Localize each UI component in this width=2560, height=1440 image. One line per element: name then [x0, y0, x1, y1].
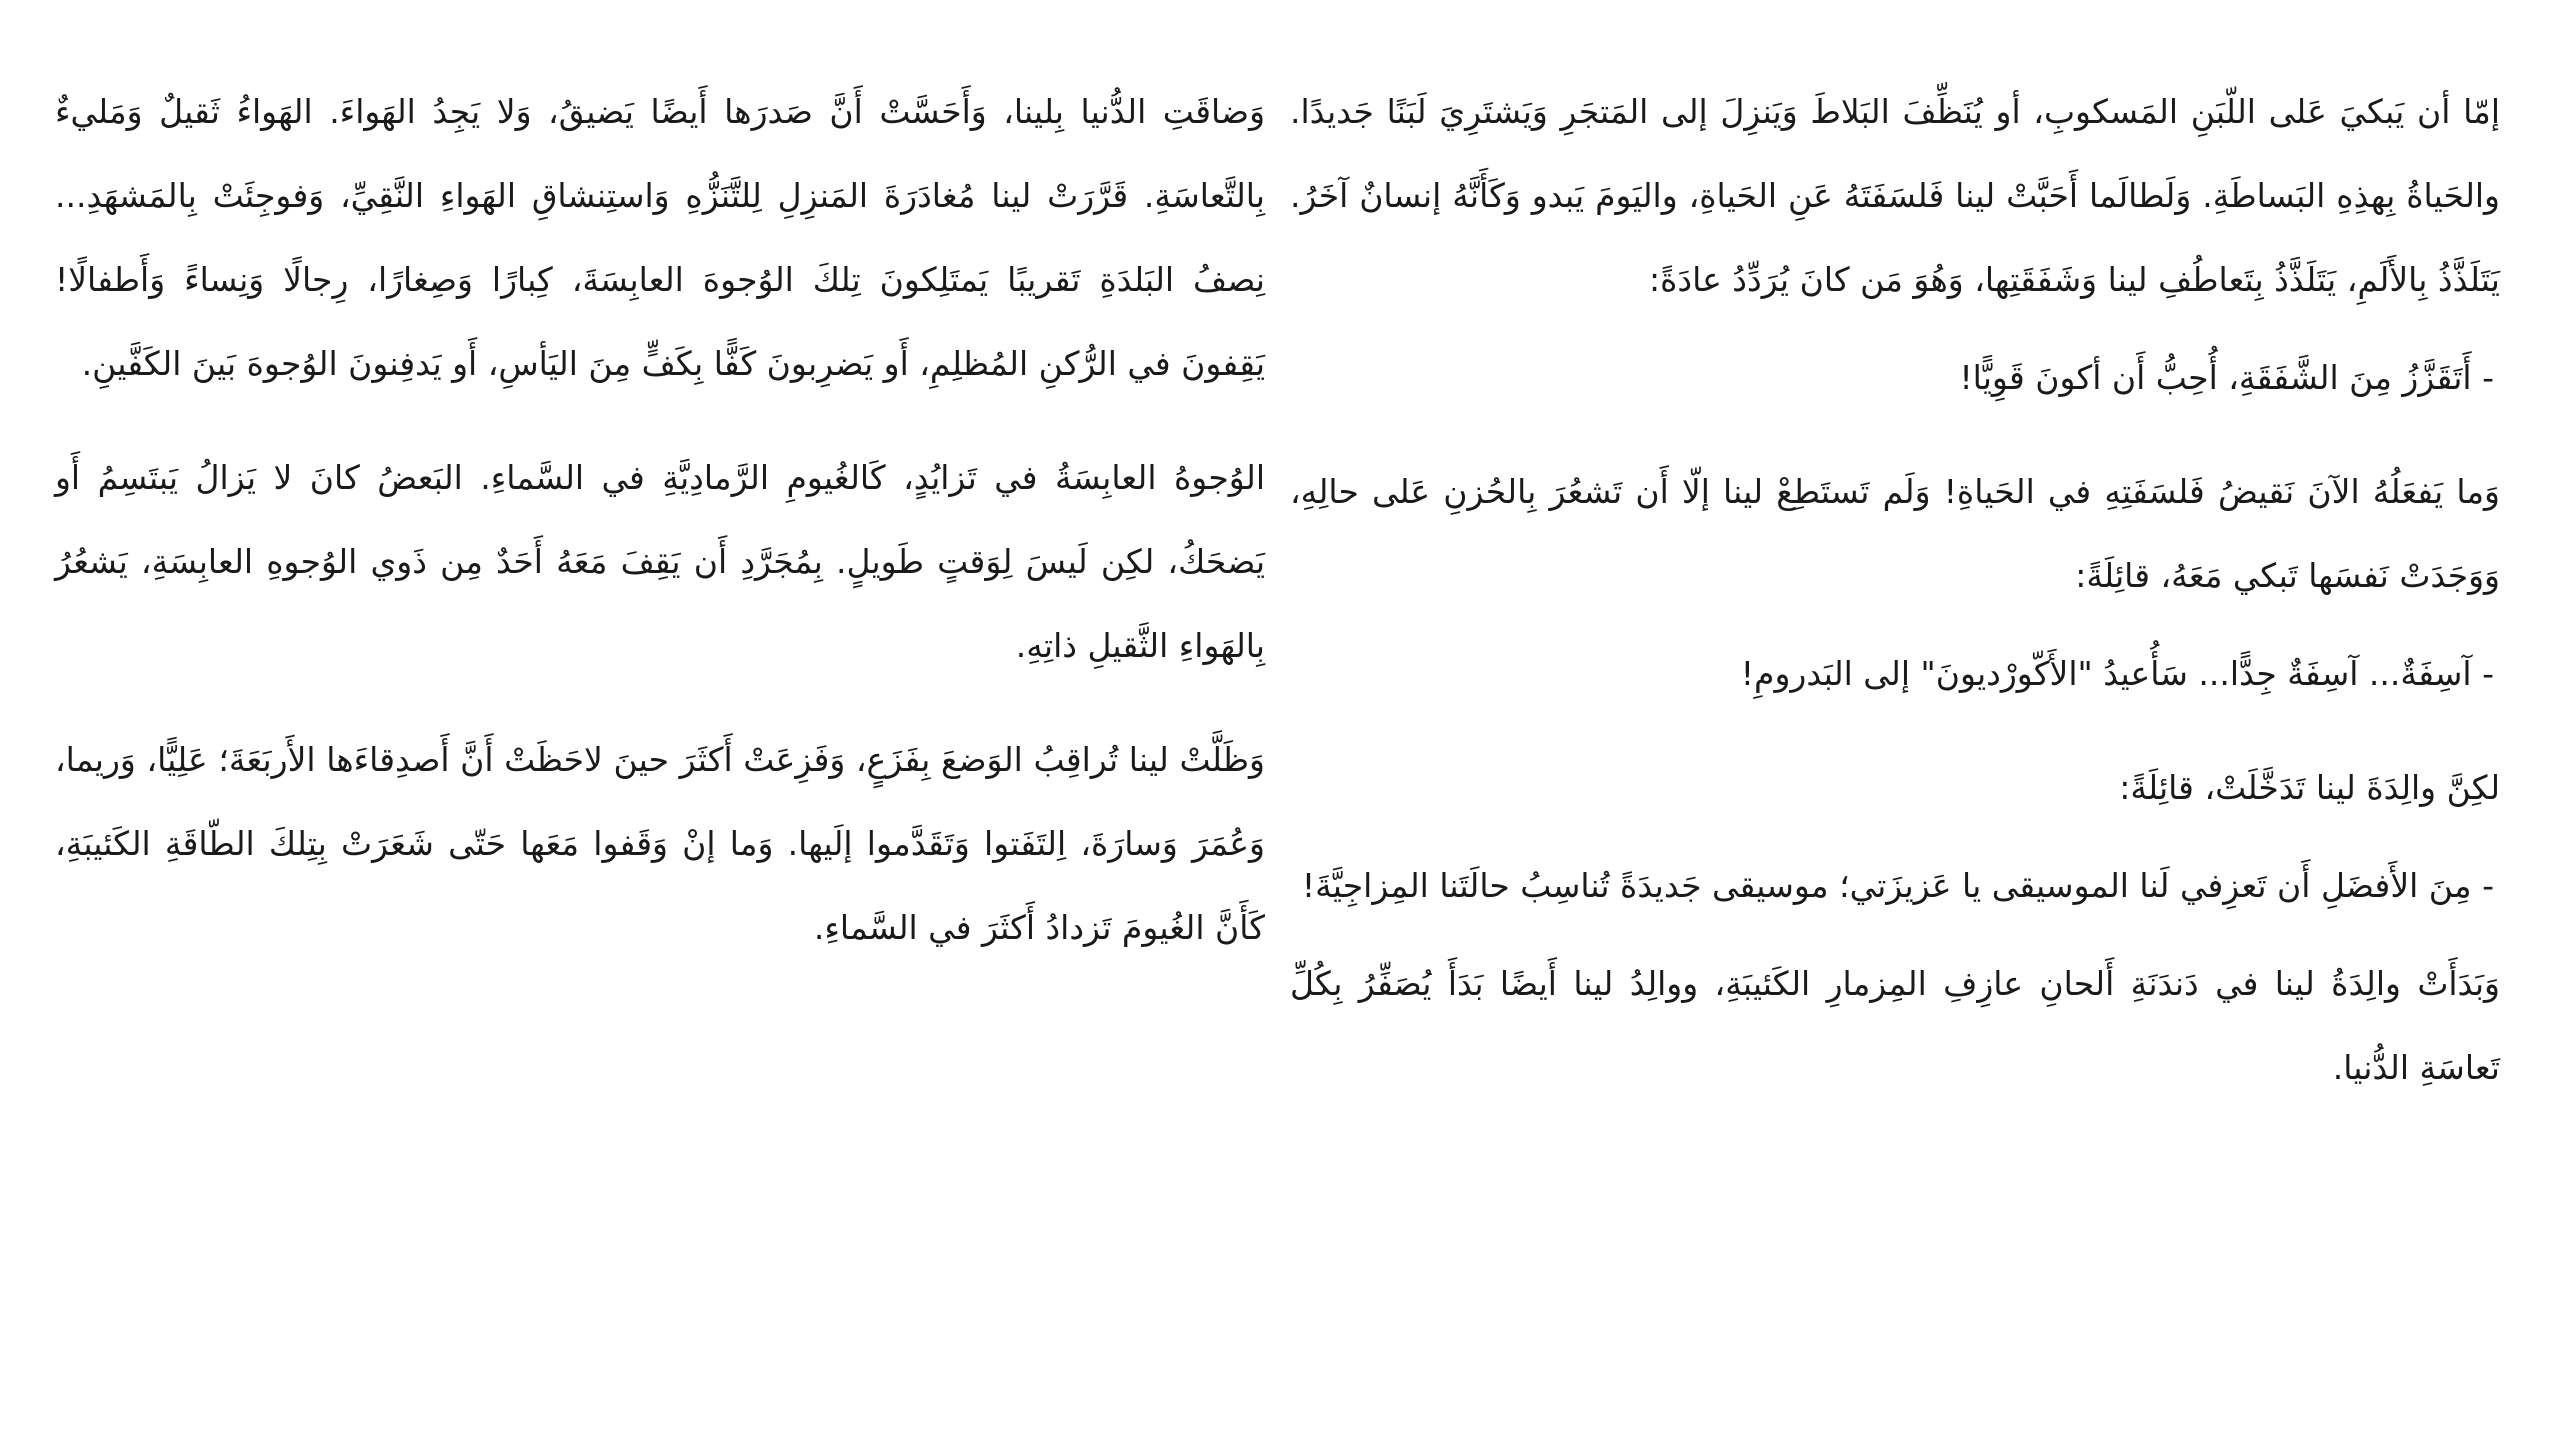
- paragraph: وَضاقَتِ الدُّنيا بِلينا، وَأَحَسَّتْ أَنَّ صَدرَها أَيضًا يَضيقُ، وَلا يَجِدُ الهَواءَ. الهَواءُ ثَقيلٌ وَمَليءٌ بِالتَّعاسَةِ. قَرَّرَتْ لينا مُغادَرَةَ المَنزِلِ لِلتَّنَزُّهِ وَاستِنشاقِ الهَواءِ النَّقِيِّ، وَفوجِئَتْ بِالمَشهَدِ... نِصفُ البَلدَةِ تَقريبًا يَمتَلِكونَ تِلكَ الوُجوهَ العابِسَةَ، كِبارًا وَصِغارًا، رِجالًا وَنِساءً وَأَطفالًا! يَقِفونَ في الرُّكنِ المُظلِمِ، أَو يَضرِبونَ كَفًّا بِكَفٍّ مِنَ اليَأسِ، أَو يَدفِنونَ الوُجوهَ بَينَ الكَفَّينِ.: [55, 92, 1265, 383]
- dialogue-line: - مِنَ الأَفضَلِ أَن تَعزِفي لَنا الموسيقى يا عَزيزَتي؛ موسيقى جَديدَةً تُناسِبُ حالَتَنا المِزاجِيَّةَ!: [1301, 866, 2494, 905]
- dialogue-line: - آسِفَةٌ... آسِفَةٌ جِدًّا... سَأُعيدُ "الأَكّورْديونَ" إلى البَدرومِ!: [1740, 654, 2494, 693]
- right-column: [1290, 70, 2500, 1440]
- paragraph: الوُجوهُ العابِسَةُ في تَزايُدٍ، كَالغُيومِ الرَّمادِيَّةِ في السَّماءِ. البَعضُ كانَ لا يَزالُ يَبتَسِمُ أَو يَضحَكُ، لكِن لَيسَ لِوَقتٍ طَويلٍ. بِمُجَرَّدِ أَن يَقِفَ مَعَهُ أَحَدٌ مِن ذَوي الوُجوهِ العابِسَةِ، يَشعُرُ بِالهَواءِ الثَّقيلِ ذاتِهِ.: [55, 458, 1265, 665]
- dialogue-line: - أَتَقَزَّزُ مِنَ الشَّفَقَةِ، أُحِبُّ أَن أكونَ قَوِيًّا!: [1959, 358, 2494, 397]
- paragraph: وَظَلَّتْ لينا تُراقِبُ الوَضعَ بِفَزَعٍ، وَفَزِعَتْ أَكثَرَ حينَ لاحَظَتْ أَنَّ أَصدِقاءَها الأَربَعَةَ؛ عَلِيًّا، وَريما، وَعُمَرَ وَسارَةَ، اِلتَفَتوا وَتَقَدَّموا إلَيها. وَما إنْ وَقَفوا مَعَها حَتّى شَعَرَتْ بِتِلكَ الطّاقَةِ الكَئيبَةِ، كَأَنَّ الغُيومَ تَزدادُ أَكثَرَ في السَّماءِ.: [55, 740, 1265, 947]
- left-column: [55, 70, 1265, 1440]
- paragraph: إمّا أن يَبكيَ عَلى اللّبَنِ المَسكوبِ، أو يُنَظِّفَ البَلاطَ وَيَنزِلَ إلى المَتجَرِ وَيَشتَرِيَ لَبَنًا جَديدًا. والحَياةُ بِهذِهِ البَساطَةِ. وَلَطالَما أَحَبَّتْ لينا فَلسَفَتَهُ عَنِ الحَياةِ، واليَومَ يَبدو وَكَأَنَّهُ إنسانٌ آخَرُ. يَتَلَذَّذُ بِالأَلَمِ، يَتَلَذَّذُ بِتَعاطُفِ لينا وَشَفَقَتِها، وَهُوَ مَن كانَ يُرَدِّدُ عادَةً:: [1290, 92, 2500, 299]
- paragraph: وَبَدَأَتْ والِدَةُ لينا في دَندَنَةِ أَلحانِ عازِفِ المِزمارِ الكَئيبَةِ، ووالِدُ لينا أَيضًا بَدَأَ يُصَفِّرُ بِكُلِّ تَعاسَةِ الدُّنيا.: [1290, 964, 2500, 1087]
- paragraph: لكِنَّ والِدَةَ لينا تَدَخَّلَتْ، قائِلَةً:: [2119, 768, 2500, 807]
- paragraph: وَما يَفعَلُهُ الآنَ نَقيضُ فَلسَفَتِهِ في الحَياةِ! وَلَم تَستَطِعْ لينا إلّا أَن تَشعُرَ بِالحُزنِ عَلى حالِهِ، وَوَجَدَتْ نَفسَها تَبكي مَعَهُ، قائِلَةً:: [1290, 472, 2500, 595]
